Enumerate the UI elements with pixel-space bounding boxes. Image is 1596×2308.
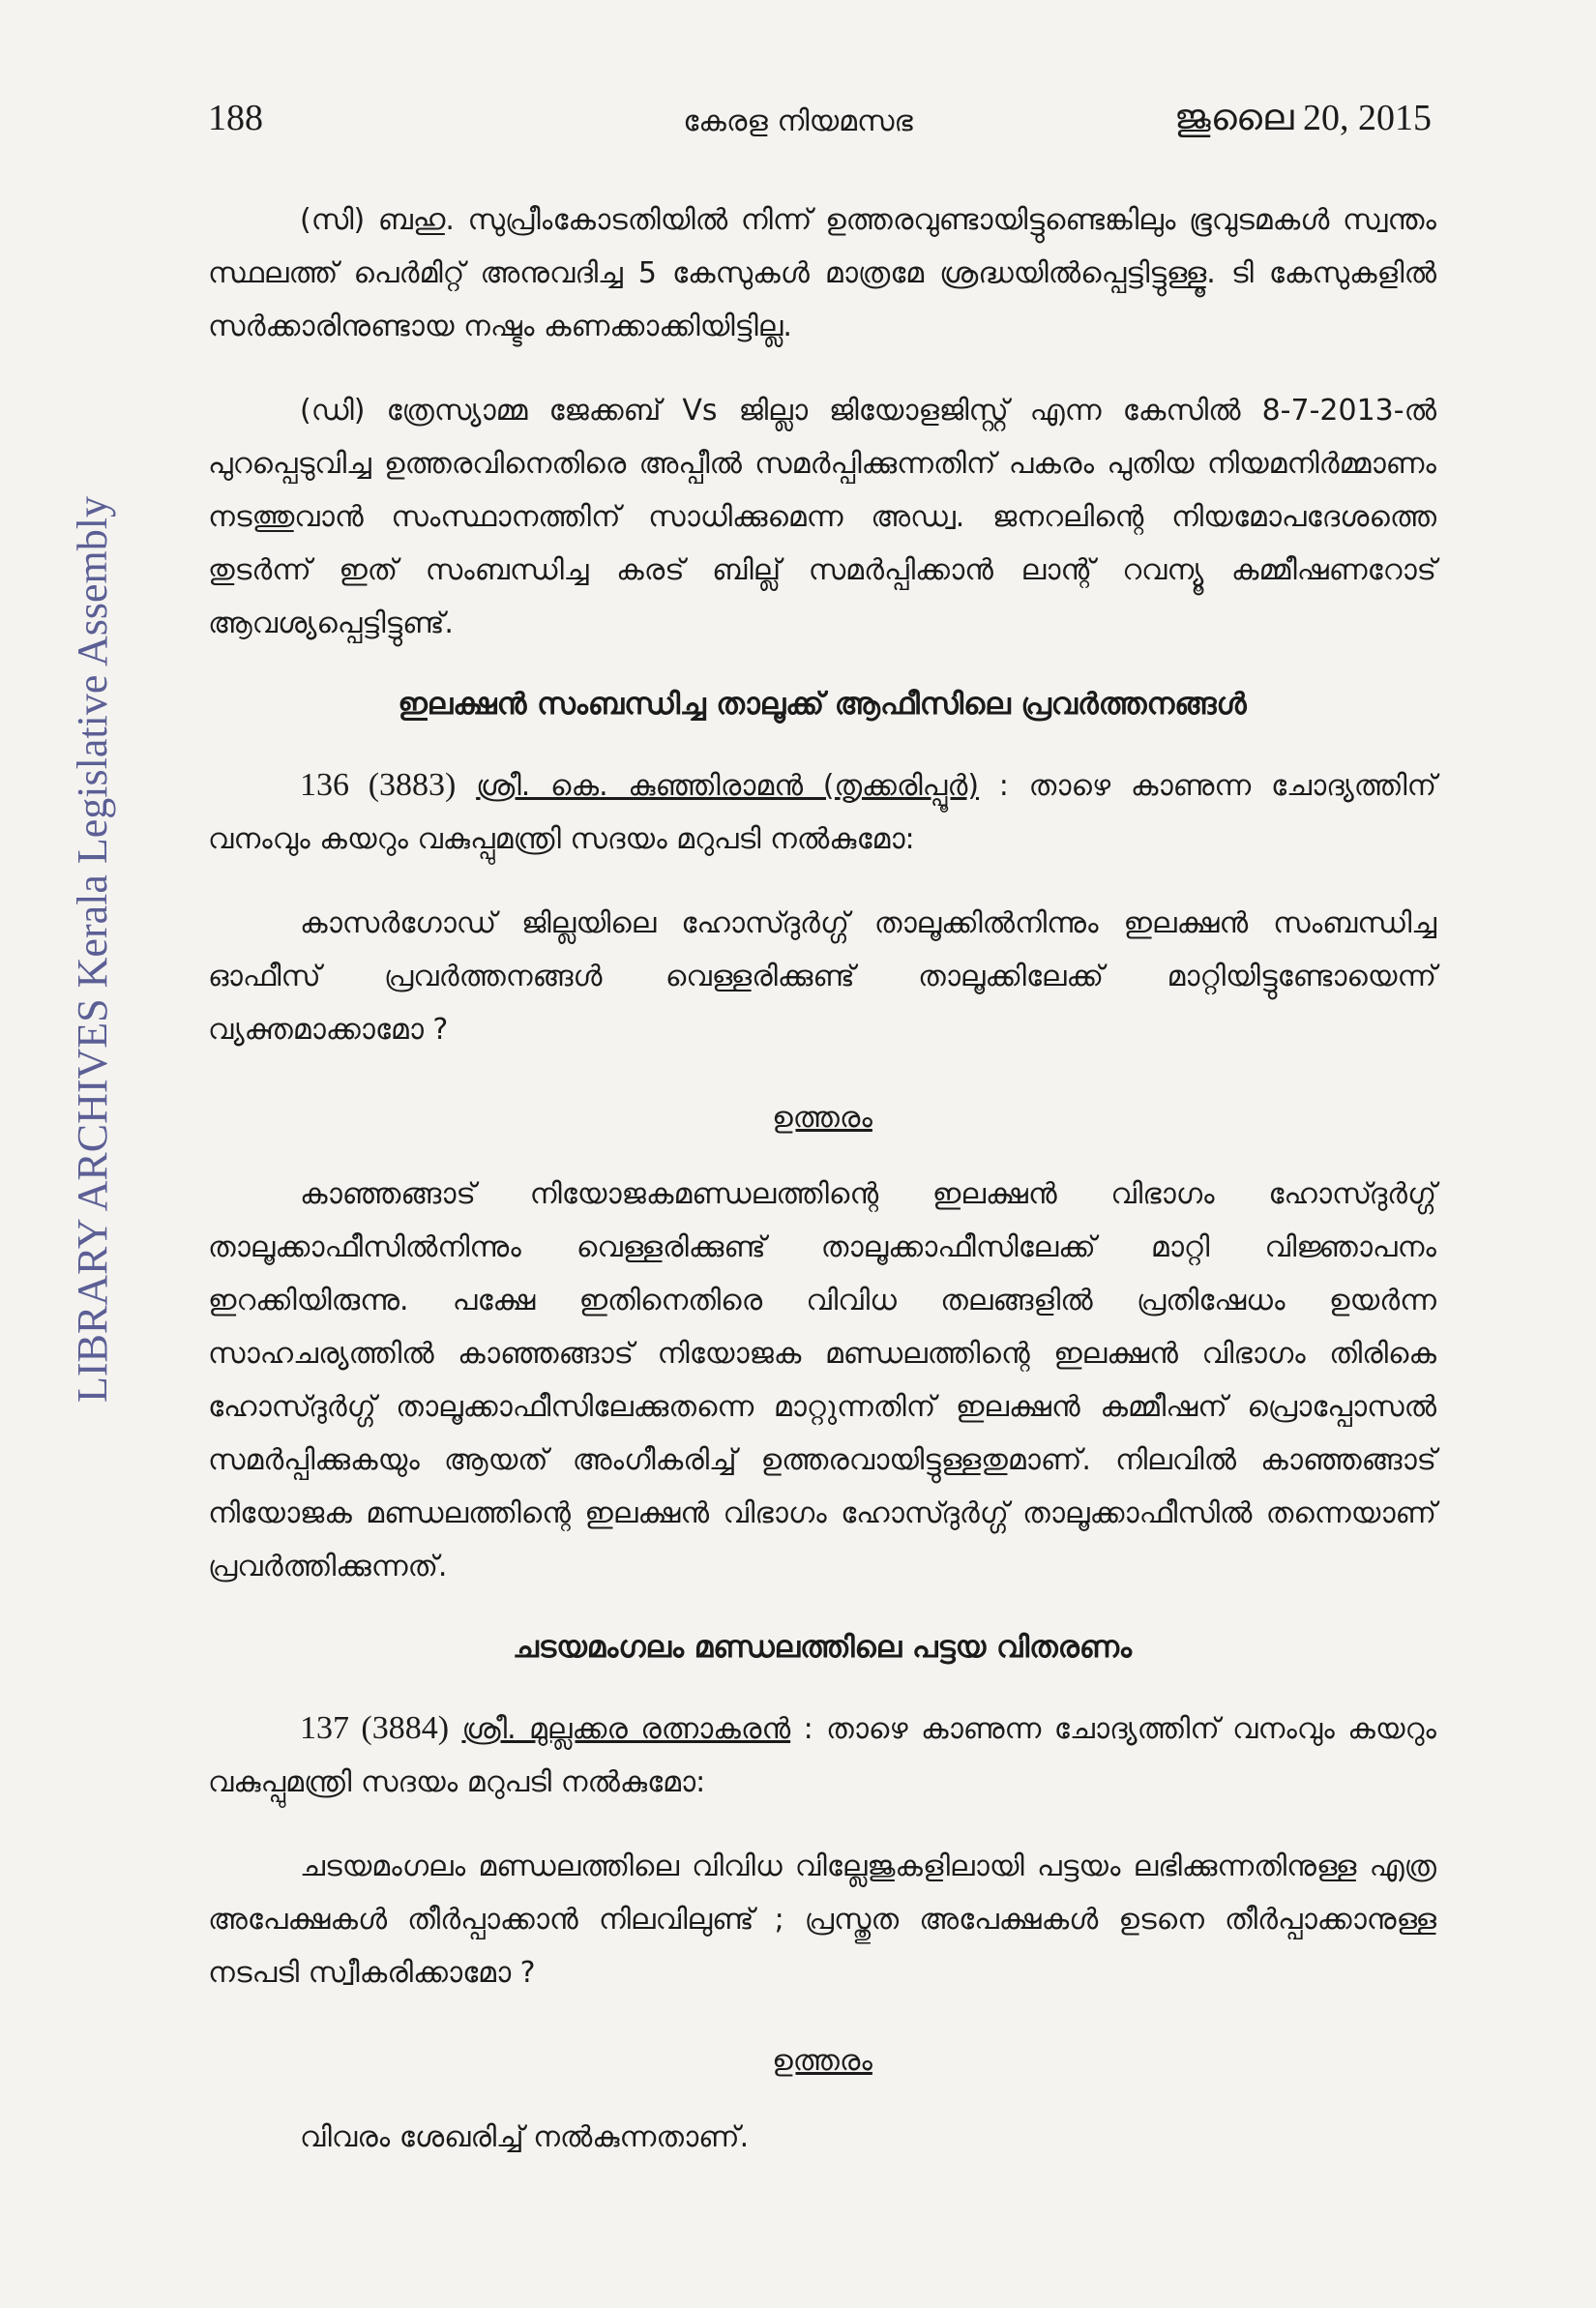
- question-intro: [208, 1701, 1436, 1809]
- question-member: ശ്രീ. മുല്ലക്കര രത്നാകരൻ: [461, 1712, 791, 1746]
- question-text: കാസർഗോഡ് ജില്ലയിലെ ഹോസ്ദുർഗ്ഗ് താലൂക്കിൽനിന്നും ഇലക്ഷൻ സംബന്ധിച്ച ഓഫീസ് പ്രവർത്തനങ്ങൾ വെള്ളരിക്കുണ്ട് താലൂക്കിലേക്ക് മാറ്റിയിട്ടുണ്ടോയെന്ന് വ്യക്തമാക്കാമോ ?: [208, 906, 1436, 1047]
- answer-paragraph: വിവരം ശേഖരിച്ച് നൽകുന്നതാണ്.: [300, 2120, 750, 2154]
- answer-c-paragraph: (സി) ബഹു. സുപ്രീംകോടതിയിൽ നിന്ന് ഉത്തരവുണ്ടായിട്ടുണ്ടെങ്കിലും ഭൂവുടമകൾ സ്വന്തം സ്ഥലത്ത് പെർമിറ്റ് അനുവദിച്ച 5 കേസുകൾ മാത്രമേ ശ്രദ്ധയിൽപ്പെട്ടിട്ടുള്ളൂ. ടി കേസുകളിൽ സർക്കാരിനുണ്ടായ നഷ്ടം കണക്കാക്കിയിട്ടില്ല.: [208, 203, 1436, 343]
- answer-heading: ഉത്തരം: [772, 1101, 872, 1135]
- question-number: 137 (3884): [300, 1710, 450, 1746]
- answer-paragraph: കാഞ്ഞങ്ങാട് നിയോജകമണ്ഡലത്തിന്റെ ഇലക്ഷൻ വിഭാഗം ഹോസ്ദുർഗ്ഗ് താലൂക്കാഫീസിൽനിന്നും വെള്ളരിക്കുണ്ട് താലൂക്കാഫീസിലേക്ക് മാറ്റി വിജ്ഞാപനം ഇറക്കിയിരുന്നു. പക്ഷേ ഇതിനെതിരെ വിവിധ തലങ്ങളിൽ പ്രതിഷേധം ഉയർന്ന സാഹചര്യത്തിൽ കാഞ്ഞങ്ങാട് നിയോജക മണ്ഡലത്തിന്റെ ഇലക്ഷൻ വിഭാഗം തിരികെ ഹോസ്ദുർഗ്ഗ് താലൂക്കാഫീസിലേക്കുതന്നെ മാറ്റുന്നതിന് ഇലക്ഷൻ കമ്മീഷന് പ്രൊപ്പോസൽ സമർപ്പിക്കുകയും ആയത് അംഗീകരിച്ച് ഉത്തരവായിട്ടുള്ളതുമാണ്. നിലവിൽ കാഞ്ഞങ്ങാട് നിയോജക മണ്ഡലത്തിന്റെ ഇലക്ഷൻ വിഭാഗം ഹോസ്ദുർഗ്ഗ് താലൂക്കാഫീസിൽ തന്നെയാണ് പ്രവർത്തിക്കുന്നത്.: [208, 1177, 1436, 1583]
- question-intro: [208, 758, 1436, 866]
- question-intro-text: : താഴെ കാണുന്ന ചോദ്യത്തിന് വനംവും കയറും വകുപ്പുമന്ത്രി സദയം മറുപടി നൽകുമോ:: [208, 1712, 1436, 1799]
- section-heading: ചടയമംഗലം മണ്ഡലത്തിലെ പട്ടയ വിതരണം: [513, 1630, 1132, 1665]
- page-header-title: കേരള നിയമസഭ: [683, 104, 913, 138]
- page-number: 188: [208, 98, 263, 138]
- question-number: 136 (3883): [300, 767, 457, 803]
- page-header-date: ജൂലൈ 20, 2015: [1173, 98, 1432, 138]
- question-text: ചടയമംഗലം മണ്ഡലത്തിലെ വിവിധ വില്ലേജുകളിലായി പട്ടയം ലഭിക്കുന്നതിനുള്ള എത്ര അപേക്ഷകൾ തീർപ്പാക്കാൻ നിലവിലുണ്ട് ; പ്രസ്തുത അപേക്ഷകൾ ഉടനെ തീർപ്പാക്കാനുള്ള നടപടി സ്വീകരിക്കാമോ ?: [208, 1849, 1436, 1990]
- section-heading: ഇലക്ഷൻ സംബന്ധിച്ച താലൂക്ക് ആഫീസിലെ പ്രവർത്തനങ്ങൾ: [398, 687, 1247, 722]
- page-body: [208, 193, 1436, 2195]
- answer-heading: ഉത്തരം: [772, 2044, 872, 2078]
- question-intro-text: : താഴെ കാണുന്ന ചോദ്യത്തിന് വനംവും കയറും വകുപ്പുമന്ത്രി സദയം മറുപടി നൽകുമോ:: [208, 769, 1436, 856]
- question-member: ശ്രീ. കെ. കുഞ്ഞിരാമൻ (തൃക്കരിപ്പൂർ): [476, 769, 980, 803]
- archive-watermark: LIBRARY ARCHIVES Kerala Legislative Assembly: [69, 496, 116, 1403]
- answer-d-paragraph: (ഡി) ത്രേസ്യാമ്മ ജേക്കബ് Vs ജില്ലാ ജിയോളജിസ്റ്റ് എന്ന കേസിൽ 8-7-2013-ൽ പുറപ്പെടുവിച്ച ഉത്തരവിനെതിരെ അപ്പീൽ സമർപ്പിക്കുന്നതിന് പകരം പുതിയ നിയമനിർമ്മാണം നടത്തുവാൻ സംസ്ഥാനത്തിന് സാധിക്കുമെന്ന അഡ്വ. ജനറലിന്റെ നിയമോപദേശത്തെ തുടർന്ന് ഇത് സംബന്ധിച്ച കരട് ബില്ല് സമർപ്പിക്കാൻ ലാന്റ് റവന്യൂ കമ്മീഷണറോട് ആവശ്യപ്പെട്ടിട്ടുണ്ട്.: [208, 394, 1436, 640]
